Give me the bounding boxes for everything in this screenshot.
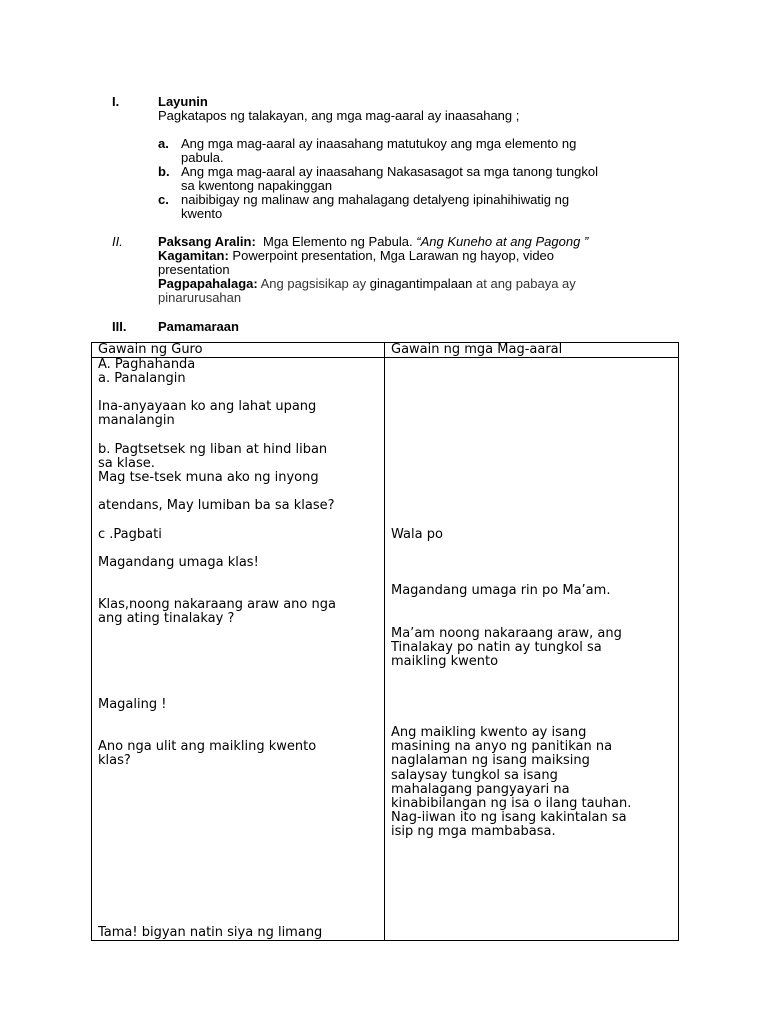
pagpapahalaga-line2: pinarurusahan [158,290,242,305]
paksa-value: Mga Elemento ng Pabula. [263,234,413,249]
col-student-header: Gawain ng mga Mag-aaral [385,343,679,358]
student-activities-cell [385,358,679,941]
teacher-block-3: b. Pagtsetsek ng liban at hind liban sa klase. Mag tse-tsek muna ako ng inyong [98,442,328,486]
objective-b-letter: b. [158,164,170,179]
pagpapahalaga-part3: at ang pabaya ay [476,276,576,291]
paksa-label: Paksang Aralin: [158,234,256,249]
col-teacher-header: Gawain ng Guro [92,343,385,358]
pagpapahalaga-part2: ginagantimpalaan [369,276,473,291]
section-1-numeral: I. [112,94,120,109]
pagpapahalaga [158,277,576,305]
paksa-story: “Ang Kuneho at ang Pagong ” [416,234,589,249]
table-body-row [92,358,679,941]
paksang-aralin [158,235,588,249]
teacher-line-10: Magandang umaga klas! [98,555,259,570]
section-1-intro: Pagkatapos ng talakayan, ang mga mag-aaral ay inaasahang ; [158,108,520,123]
teacher-block-4: Klas,noong nakaraang araw ano nga ang ating tinalakay ? [98,597,336,627]
teacher-line-16: Tama! bigyan natin siya ng limang [98,925,323,940]
kagamitan-value-line2: presentation [158,262,230,277]
kagamitan-label: Kagamitan: [158,248,229,263]
teacher-block-1: A. Paghahanda a. Panalangin [98,357,196,387]
section-3-title: Pamamaraan [158,319,239,334]
teacher-block-5: Ano nga ulit ang maikling kwento klas? [98,739,317,769]
objective-a-letter: a. [158,136,169,151]
student-line-1: Wala po [391,527,443,542]
section-3-numeral: III. [112,319,127,334]
teacher-line-13: Magaling ! [98,697,167,712]
teacher-activities-cell [92,358,385,941]
teacher-line-9: c .Pagbati [98,527,162,542]
table-header-row [92,343,679,358]
pagpapahalaga-label: Pagpapahalaga: [158,276,258,291]
section-1-title: Layunin [158,94,208,109]
kagamitan-value: Powerpoint presentation, Mga Larawan ng hayop, video [232,248,555,263]
section-2-numeral: II. [112,234,123,249]
student-line-2: Magandang umaga rin po Ma’am. [391,583,611,598]
objective-b-text: Ang mga mag-aaral ay inaasahang Nakasasagot sa mga tanong tungkol sa kwentong napakinggan [181,164,598,193]
kagamitan [158,249,554,277]
student-block-2: Ang maikling kwento ay isang masining na anyo ng panitikan na naglalaman ng isang maiksing salaysay tungkol sa isang mahalagang pangyayari na kinabibilangan ng isa o ilang tauhan. Nag-iiwan ito ng isang kakintalan sa isip ng mga mambabasa. [391,725,632,840]
lesson-plan-table [91,342,679,941]
student-block-1: Ma’am noong nakaraang araw, ang Tinalakay po natin ay tungkol sa maikling kwento [391,626,622,670]
objective-c-text: naibibigay ng malinaw ang mahalagang detalyeng ipinahihiwatig ng kwento [181,192,570,221]
objective-a-text: Ang mga mag-aaral ay inaasahang matutukoy ang mga elemento ng pabula. [181,136,577,165]
teacher-line-8: atendans, May lumiban ba sa klase? [98,498,335,513]
objective-c-letter: c. [158,192,169,207]
teacher-block-2: Ina-anyayaan ko ang lahat upang manalangin [98,399,317,429]
pagpapahalaga-part1: Ang pagsisikap ay [260,276,367,291]
